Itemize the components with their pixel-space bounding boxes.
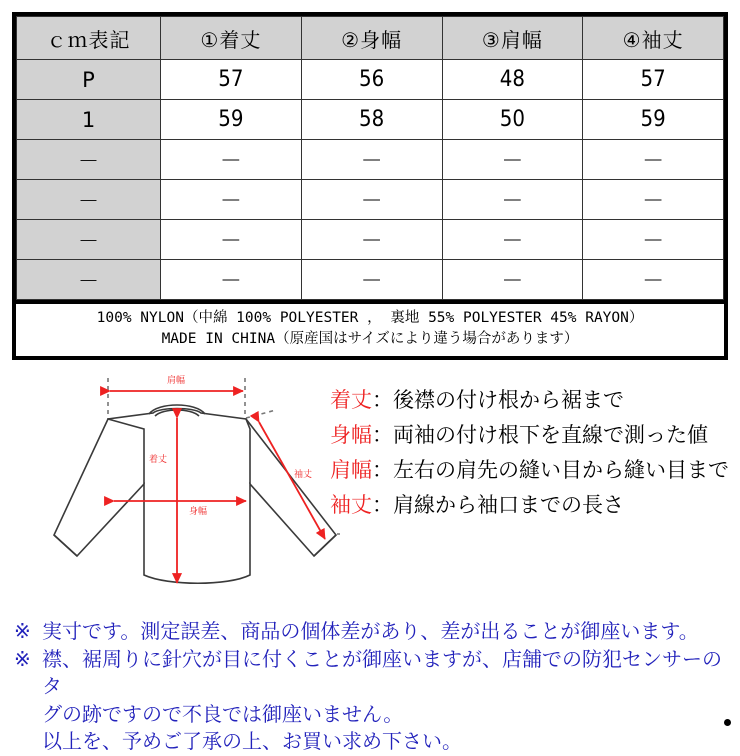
material-line-origin: MADE IN CHINA（原産国はサイズにより違う場合があります） <box>161 331 579 348</box>
row-size-label: 1 <box>17 100 161 140</box>
cell-shoulder-width: 48 <box>442 60 583 100</box>
garment-body-path <box>54 409 336 584</box>
cell-sleeve-length: － <box>583 260 724 300</box>
cell-body-length: 57 <box>161 60 302 100</box>
shoulder-width-arrow <box>110 374 243 391</box>
legend-description: 両袖の付け根下を直線で測った値 <box>393 423 708 447</box>
cell-chest-width: 56 <box>301 60 442 100</box>
legend-item-sleeve-length <box>330 495 730 516</box>
cell-shoulder-width: － <box>442 220 583 260</box>
legend-term: 肩幅 <box>330 458 372 482</box>
cell-body-length: － <box>161 140 302 180</box>
legend-term: 身幅 <box>330 423 372 447</box>
cell-shoulder-width: － <box>442 260 583 300</box>
legend-description: 左右の肩先の縫い目から縫い目まで <box>393 458 729 482</box>
size-table-container <box>12 12 728 360</box>
cell-chest-width: － <box>301 260 442 300</box>
cell-chest-width: － <box>301 220 442 260</box>
table-header-row <box>17 17 724 60</box>
legend-item-chest-width <box>330 425 730 446</box>
table-row <box>17 140 724 180</box>
cell-body-length: 59 <box>161 100 302 140</box>
cell-chest-width: 58 <box>301 100 442 140</box>
column-header-unit: ｃｍ表記 <box>17 17 161 60</box>
cell-sleeve-length: － <box>583 180 724 220</box>
note-text: 襟、裾周りに針穴が目に付くことが御座いますが、店舗での防犯センサーのタ <box>42 646 722 699</box>
legend-item-body-length <box>330 390 730 411</box>
cell-chest-width: － <box>301 180 442 220</box>
material-line-composition: 100% NYLON（中綿 100% POLYESTER ， 裏地 55% POLYESTER 45% RAYON） <box>96 310 644 326</box>
cell-sleeve-length: － <box>583 220 724 260</box>
legend-colon: ： <box>372 388 393 412</box>
note-text: 実寸です。測定誤差、商品の個体差があり、差が出ることが御座います。 <box>42 619 699 643</box>
sleeve-length-label: 袖丈 <box>293 470 313 480</box>
cell-body-length: － <box>161 220 302 260</box>
column-header-body-length: ①着丈 <box>161 17 302 60</box>
note-needle-holes-continued: グの跡ですので不良では御座いません。 <box>42 701 404 726</box>
size-table-body <box>17 17 724 300</box>
cell-body-length: － <box>161 180 302 220</box>
cell-chest-width: － <box>301 140 442 180</box>
cell-shoulder-width: － <box>442 140 583 180</box>
row-size-label: P <box>17 60 161 100</box>
note-needle-holes <box>14 646 730 701</box>
legend-colon: ： <box>372 493 393 517</box>
cell-sleeve-length: 57 <box>583 60 724 100</box>
shoulder-width-label: 肩幅 <box>166 376 186 386</box>
legend-item-shoulder-width <box>330 460 730 481</box>
cell-body-length: － <box>161 260 302 300</box>
legend-term: 着丈 <box>330 388 372 412</box>
cell-sleeve-length: － <box>583 140 724 180</box>
garment-measurement-diagram <box>18 372 358 612</box>
measurement-legend <box>330 390 730 530</box>
column-header-chest-width: ②身幅 <box>301 17 442 60</box>
garment-outline <box>54 405 336 583</box>
table-row <box>17 180 724 220</box>
cell-shoulder-width: － <box>442 180 583 220</box>
table-row <box>17 220 724 260</box>
row-size-label: － <box>17 180 161 220</box>
column-header-shoulder-width: ③肩幅 <box>442 17 583 60</box>
legend-description: 後襟の付け根から裾まで <box>393 388 624 412</box>
note-measurement-tolerance <box>14 618 730 646</box>
row-size-label: － <box>17 220 161 260</box>
material-composition-box <box>16 300 724 356</box>
row-size-label: － <box>17 260 161 300</box>
table-row <box>17 60 724 100</box>
chest-width-label: 身幅 <box>188 507 208 517</box>
legend-colon: ： <box>372 423 393 447</box>
body-length-label: 着丈 <box>148 455 168 465</box>
note-bullet-mark: ※ <box>14 646 31 671</box>
cell-shoulder-width: 50 <box>442 100 583 140</box>
disclaimer-notes <box>14 618 730 756</box>
column-header-sleeve-length: ④袖丈 <box>583 17 724 60</box>
row-size-label: － <box>17 140 161 180</box>
size-table <box>16 16 724 300</box>
note-acknowledgement: 以上を、予めご了承の上、お買い求め下さい。 <box>42 729 462 754</box>
table-row <box>17 260 724 300</box>
note-bullet-mark: ※ <box>14 619 31 643</box>
corner-dot-marker <box>724 719 731 726</box>
cell-sleeve-length: 59 <box>583 100 724 140</box>
table-row <box>17 100 724 140</box>
legend-term: 袖丈 <box>330 493 372 517</box>
legend-colon: ： <box>372 458 393 482</box>
legend-description: 肩線から袖口までの長さ <box>393 493 624 517</box>
